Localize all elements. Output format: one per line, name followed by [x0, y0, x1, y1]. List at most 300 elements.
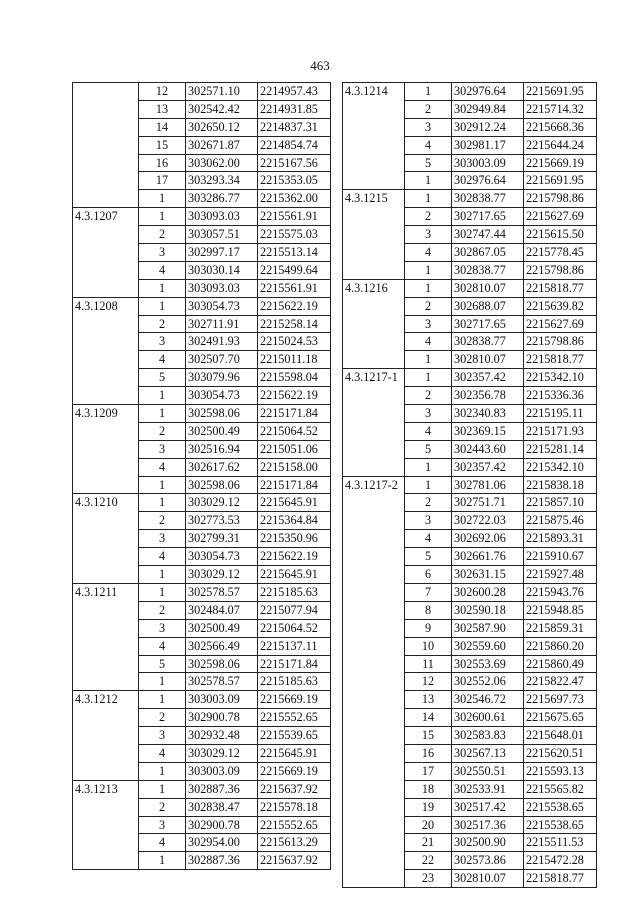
- table-row: [343, 583, 597, 601]
- x-coordinate-cell: 302976.64: [452, 172, 524, 190]
- parcel-id-cell: [343, 655, 405, 673]
- parcel-id-cell: [73, 440, 139, 458]
- x-coordinate-cell: 302867.05: [452, 244, 524, 262]
- table-row: [73, 172, 331, 190]
- point-number-cell: 3: [139, 727, 186, 745]
- point-number-cell: 13: [139, 100, 186, 118]
- table-row: [73, 834, 331, 852]
- y-coordinate-cell: 2215798.86: [524, 261, 597, 279]
- parcel-id-cell: [343, 494, 405, 512]
- point-number-cell: 4: [405, 333, 452, 351]
- x-coordinate-cell: 303054.73: [186, 387, 258, 405]
- y-coordinate-cell: 2214854.74: [258, 136, 331, 154]
- point-number-cell: 2: [405, 387, 452, 405]
- point-number-cell: 4: [139, 834, 186, 852]
- y-coordinate-cell: 2215622.19: [258, 548, 331, 566]
- point-number-cell: 15: [139, 136, 186, 154]
- parcel-id-cell: [343, 226, 405, 244]
- table-row: [73, 458, 331, 476]
- parcel-id-cell: 4.3.1211: [73, 583, 139, 601]
- x-coordinate-cell: 302600.28: [452, 583, 524, 601]
- parcel-id-cell: [343, 315, 405, 333]
- parcel-id-cell: [343, 852, 405, 870]
- table-row: [343, 494, 597, 512]
- x-coordinate-cell: 302590.18: [452, 601, 524, 619]
- parcel-id-cell: [73, 172, 139, 190]
- x-coordinate-cell: 302838.47: [186, 798, 258, 816]
- y-coordinate-cell: 2215615.50: [524, 226, 597, 244]
- table-row: [73, 261, 331, 279]
- point-number-cell: 1: [139, 405, 186, 423]
- table-row: [73, 440, 331, 458]
- x-coordinate-cell: 302598.06: [186, 476, 258, 494]
- parcel-id-cell: [343, 816, 405, 834]
- y-coordinate-cell: 2215875.46: [524, 512, 597, 530]
- point-number-cell: 2: [405, 494, 452, 512]
- y-coordinate-cell: 2215818.77: [524, 279, 597, 297]
- point-number-cell: 15: [405, 727, 452, 745]
- point-number-cell: 21: [405, 834, 452, 852]
- point-number-cell: 5: [139, 369, 186, 387]
- y-coordinate-cell: 2215859.31: [524, 619, 597, 637]
- point-number-cell: 17: [139, 172, 186, 190]
- table-row: [343, 852, 597, 870]
- table-row: [73, 351, 331, 369]
- table-row: [343, 83, 597, 101]
- table-row: [73, 762, 331, 780]
- point-number-cell: 4: [405, 422, 452, 440]
- parcel-id-cell: [73, 136, 139, 154]
- parcel-id-cell: [343, 387, 405, 405]
- point-number-cell: 1: [139, 673, 186, 691]
- point-number-cell: 4: [139, 351, 186, 369]
- x-coordinate-cell: 302717.65: [452, 208, 524, 226]
- x-coordinate-cell: 302810.07: [452, 279, 524, 297]
- page-number: 463: [310, 58, 330, 73]
- x-coordinate-cell: 303062.00: [186, 154, 258, 172]
- x-coordinate-cell: 302553.69: [452, 655, 524, 673]
- table-row: [73, 494, 331, 512]
- parcel-id-cell: [73, 655, 139, 673]
- y-coordinate-cell: 2215539.65: [258, 727, 331, 745]
- y-coordinate-cell: 2215857.10: [524, 494, 597, 512]
- x-coordinate-cell: 303293.34: [186, 172, 258, 190]
- parcel-id-cell: [343, 136, 405, 154]
- parcel-id-cell: 4.3.1215: [343, 190, 405, 208]
- point-number-cell: 1: [405, 261, 452, 279]
- y-coordinate-cell: 2215336.36: [524, 387, 597, 405]
- x-coordinate-cell: 303093.03: [186, 208, 258, 226]
- parcel-id-cell: [73, 852, 139, 870]
- table-row: [73, 637, 331, 655]
- point-number-cell: 3: [405, 315, 452, 333]
- parcel-id-cell: [73, 261, 139, 279]
- table-row: [343, 422, 597, 440]
- parcel-id-cell: [73, 548, 139, 566]
- point-number-cell: 3: [405, 405, 452, 423]
- parcel-id-cell: [73, 118, 139, 136]
- x-coordinate-cell: 303029.12: [186, 494, 258, 512]
- x-coordinate-cell: 302650.12: [186, 118, 258, 136]
- parcel-id-cell: [343, 530, 405, 548]
- x-coordinate-cell: 302997.17: [186, 244, 258, 262]
- x-coordinate-cell: 302781.06: [452, 476, 524, 494]
- y-coordinate-cell: 2215024.53: [258, 333, 331, 351]
- table-row: [343, 369, 597, 387]
- y-coordinate-cell: 2215668.36: [524, 118, 597, 136]
- point-number-cell: 1: [405, 369, 452, 387]
- point-number-cell: 16: [139, 154, 186, 172]
- y-coordinate-cell: 2215511.53: [524, 834, 597, 852]
- x-coordinate-cell: 302631.15: [452, 566, 524, 584]
- table-row: [73, 190, 331, 208]
- parcel-id-cell: [343, 834, 405, 852]
- y-coordinate-cell: 2214837.31: [258, 118, 331, 136]
- parcel-id-cell: [73, 100, 139, 118]
- x-coordinate-cell: 302981.17: [452, 136, 524, 154]
- parcel-id-cell: 4.3.1213: [73, 780, 139, 798]
- x-coordinate-cell: 303057.51: [186, 226, 258, 244]
- y-coordinate-cell: 2215137.11: [258, 637, 331, 655]
- parcel-id-cell: [73, 476, 139, 494]
- y-coordinate-cell: 2215927.48: [524, 566, 597, 584]
- table-row: [73, 208, 331, 226]
- parcel-id-cell: [343, 208, 405, 226]
- x-coordinate-cell: 302550.51: [452, 762, 524, 780]
- point-number-cell: 5: [405, 440, 452, 458]
- y-coordinate-cell: 2215472.28: [524, 852, 597, 870]
- table-row: [73, 422, 331, 440]
- x-coordinate-cell: 302578.57: [186, 583, 258, 601]
- y-coordinate-cell: 2215171.93: [524, 422, 597, 440]
- table-row: [73, 154, 331, 172]
- point-number-cell: 4: [139, 548, 186, 566]
- x-coordinate-cell: 303093.03: [186, 279, 258, 297]
- table-row: [73, 369, 331, 387]
- parcel-id-cell: [343, 440, 405, 458]
- table-row: [343, 744, 597, 762]
- y-coordinate-cell: 2215364.84: [258, 512, 331, 530]
- x-coordinate-cell: 302340.83: [452, 405, 524, 423]
- parcel-id-cell: [73, 190, 139, 208]
- x-coordinate-cell: 302598.06: [186, 405, 258, 423]
- y-coordinate-cell: 2215860.20: [524, 637, 597, 655]
- x-coordinate-cell: 303054.73: [186, 548, 258, 566]
- point-number-cell: 10: [405, 637, 452, 655]
- x-coordinate-cell: 303003.09: [452, 154, 524, 172]
- parcel-id-cell: [73, 816, 139, 834]
- table-row: [73, 780, 331, 798]
- parcel-id-cell: [343, 691, 405, 709]
- point-number-cell: 1: [139, 566, 186, 584]
- point-number-cell: 12: [139, 83, 186, 101]
- table-row: [343, 154, 597, 172]
- table-row: [73, 315, 331, 333]
- x-coordinate-cell: 302949.84: [452, 100, 524, 118]
- x-coordinate-cell: 302954.00: [186, 834, 258, 852]
- table-row: [73, 816, 331, 834]
- point-number-cell: 3: [139, 244, 186, 262]
- parcel-id-cell: [343, 172, 405, 190]
- y-coordinate-cell: 2215818.77: [524, 870, 597, 888]
- table-row: [343, 655, 597, 673]
- point-number-cell: 1: [405, 279, 452, 297]
- x-coordinate-cell: 302717.65: [452, 315, 524, 333]
- x-coordinate-cell: 302356.78: [452, 387, 524, 405]
- parcel-id-cell: [343, 601, 405, 619]
- x-coordinate-cell: 302516.94: [186, 440, 258, 458]
- point-number-cell: 7: [405, 583, 452, 601]
- parcel-id-cell: 4.3.1210: [73, 494, 139, 512]
- table-row: [73, 691, 331, 709]
- parcel-id-cell: 4.3.1216: [343, 279, 405, 297]
- table-row: [73, 226, 331, 244]
- y-coordinate-cell: 2215051.06: [258, 440, 331, 458]
- y-coordinate-cell: 2215158.00: [258, 458, 331, 476]
- parcel-id-cell: [343, 673, 405, 691]
- y-coordinate-cell: 2215561.91: [258, 208, 331, 226]
- parcel-id-cell: [73, 637, 139, 655]
- y-coordinate-cell: 2215185.63: [258, 673, 331, 691]
- y-coordinate-cell: 2215499.64: [258, 261, 331, 279]
- parcel-id-cell: [73, 727, 139, 745]
- x-coordinate-cell: 302598.06: [186, 655, 258, 673]
- x-coordinate-cell: 302810.07: [452, 351, 524, 369]
- y-coordinate-cell: 2215697.73: [524, 691, 597, 709]
- parcel-id-cell: [343, 583, 405, 601]
- point-number-cell: 2: [139, 709, 186, 727]
- table-row: [73, 387, 331, 405]
- y-coordinate-cell: 2215565.82: [524, 780, 597, 798]
- y-coordinate-cell: 2215778.45: [524, 244, 597, 262]
- parcel-id-cell: [73, 154, 139, 172]
- x-coordinate-cell: 302542.42: [186, 100, 258, 118]
- y-coordinate-cell: 2215637.92: [258, 780, 331, 798]
- x-coordinate-cell: 302671.87: [186, 136, 258, 154]
- point-number-cell: 1: [139, 387, 186, 405]
- y-coordinate-cell: 2215171.84: [258, 655, 331, 673]
- parcel-id-cell: [343, 351, 405, 369]
- y-coordinate-cell: 2215948.85: [524, 601, 597, 619]
- parcel-id-cell: [73, 83, 139, 101]
- y-coordinate-cell: 2215342.10: [524, 458, 597, 476]
- y-coordinate-cell: 2215281.14: [524, 440, 597, 458]
- point-number-cell: 2: [139, 512, 186, 530]
- point-number-cell: 8: [405, 601, 452, 619]
- y-coordinate-cell: 2215648.01: [524, 727, 597, 745]
- point-number-cell: 1: [139, 583, 186, 601]
- parcel-id-cell: [73, 369, 139, 387]
- y-coordinate-cell: 2215691.95: [524, 172, 597, 190]
- parcel-id-cell: 4.3.1217-1: [343, 369, 405, 387]
- x-coordinate-cell: 302552.06: [452, 673, 524, 691]
- point-number-cell: 4: [139, 637, 186, 655]
- y-coordinate-cell: 2215538.65: [524, 816, 597, 834]
- table-row: [343, 709, 597, 727]
- parcel-id-cell: [73, 566, 139, 584]
- parcel-id-cell: [73, 673, 139, 691]
- table-row: [73, 100, 331, 118]
- parcel-id-cell: [343, 100, 405, 118]
- point-number-cell: 20: [405, 816, 452, 834]
- point-number-cell: 14: [139, 118, 186, 136]
- x-coordinate-cell: 302810.07: [452, 870, 524, 888]
- parcel-id-cell: [73, 834, 139, 852]
- parcel-id-cell: [343, 709, 405, 727]
- y-coordinate-cell: 2215353.05: [258, 172, 331, 190]
- x-coordinate-cell: 302932.48: [186, 727, 258, 745]
- table-row: [343, 673, 597, 691]
- table-row: [343, 297, 597, 315]
- table-row: [73, 709, 331, 727]
- point-number-cell: 1: [405, 351, 452, 369]
- table-row: [343, 244, 597, 262]
- x-coordinate-cell: 302751.71: [452, 494, 524, 512]
- y-coordinate-cell: 2215798.86: [524, 333, 597, 351]
- parcel-id-cell: [73, 244, 139, 262]
- y-coordinate-cell: 2215575.03: [258, 226, 331, 244]
- y-coordinate-cell: 2215552.65: [258, 816, 331, 834]
- x-coordinate-cell: 302517.42: [452, 798, 524, 816]
- point-number-cell: 3: [139, 333, 186, 351]
- x-coordinate-cell: 302887.36: [186, 780, 258, 798]
- table-row: [343, 476, 597, 494]
- table-row: [73, 333, 331, 351]
- y-coordinate-cell: 2215644.24: [524, 136, 597, 154]
- point-number-cell: 19: [405, 798, 452, 816]
- point-number-cell: 9: [405, 619, 452, 637]
- parcel-id-cell: [73, 226, 139, 244]
- table-row: [73, 655, 331, 673]
- y-coordinate-cell: 2215714.32: [524, 100, 597, 118]
- parcel-id-cell: [343, 619, 405, 637]
- point-number-cell: 5: [405, 154, 452, 172]
- table-row: [343, 118, 597, 136]
- parcel-id-cell: [343, 244, 405, 262]
- y-coordinate-cell: 2215077.94: [258, 601, 331, 619]
- y-coordinate-cell: 2215943.76: [524, 583, 597, 601]
- parcel-id-cell: 4.3.1214: [343, 83, 405, 101]
- x-coordinate-cell: 302617.62: [186, 458, 258, 476]
- y-coordinate-cell: 2215637.92: [258, 852, 331, 870]
- parcel-id-cell: [73, 333, 139, 351]
- table-row: [73, 530, 331, 548]
- x-coordinate-cell: 302546.72: [452, 691, 524, 709]
- parcel-id-cell: [343, 512, 405, 530]
- point-number-cell: 2: [139, 798, 186, 816]
- parcel-id-cell: [343, 154, 405, 172]
- y-coordinate-cell: 2215171.84: [258, 405, 331, 423]
- x-coordinate-cell: 303030.14: [186, 261, 258, 279]
- table-row: [343, 387, 597, 405]
- parcel-id-cell: [73, 387, 139, 405]
- table-row: [73, 744, 331, 762]
- table-row: [343, 333, 597, 351]
- y-coordinate-cell: 2215838.18: [524, 476, 597, 494]
- table-row: [73, 727, 331, 745]
- x-coordinate-cell: 302500.49: [186, 422, 258, 440]
- y-coordinate-cell: 2215513.14: [258, 244, 331, 262]
- y-coordinate-cell: 2215645.91: [258, 744, 331, 762]
- y-coordinate-cell: 2215185.63: [258, 583, 331, 601]
- parcel-id-cell: [73, 762, 139, 780]
- y-coordinate-cell: 2215598.04: [258, 369, 331, 387]
- table-row: [343, 458, 597, 476]
- parcel-id-cell: [73, 709, 139, 727]
- coordinates-table-right-body: [343, 83, 597, 888]
- point-number-cell: 1: [139, 762, 186, 780]
- parcel-id-cell: [343, 762, 405, 780]
- point-number-cell: 3: [139, 440, 186, 458]
- y-coordinate-cell: 2215627.69: [524, 208, 597, 226]
- point-number-cell: 4: [405, 530, 452, 548]
- y-coordinate-cell: 2215860.49: [524, 655, 597, 673]
- x-coordinate-cell: 303003.09: [186, 762, 258, 780]
- table-row: [343, 870, 597, 888]
- parcel-id-cell: [343, 297, 405, 315]
- x-coordinate-cell: 302722.03: [452, 512, 524, 530]
- x-coordinate-cell: 302747.44: [452, 226, 524, 244]
- x-coordinate-cell: 303003.09: [186, 691, 258, 709]
- table-row: [343, 637, 597, 655]
- x-coordinate-cell: 303029.12: [186, 566, 258, 584]
- parcel-id-cell: [343, 333, 405, 351]
- parcel-id-cell: 4.3.1212: [73, 691, 139, 709]
- table-row: [343, 798, 597, 816]
- parcel-id-cell: 4.3.1209: [73, 405, 139, 423]
- point-number-cell: 1: [139, 208, 186, 226]
- y-coordinate-cell: 2215167.56: [258, 154, 331, 172]
- table-row: [73, 601, 331, 619]
- table-row: [73, 244, 331, 262]
- x-coordinate-cell: 302491.93: [186, 333, 258, 351]
- point-number-cell: 3: [405, 226, 452, 244]
- y-coordinate-cell: 2215622.19: [258, 387, 331, 405]
- parcel-id-cell: [343, 405, 405, 423]
- table-row: [73, 673, 331, 691]
- y-coordinate-cell: 2215350.96: [258, 530, 331, 548]
- table-row: [73, 476, 331, 494]
- point-number-cell: 23: [405, 870, 452, 888]
- table-row: [73, 297, 331, 315]
- y-coordinate-cell: 2215645.91: [258, 494, 331, 512]
- point-number-cell: 3: [139, 816, 186, 834]
- x-coordinate-cell: 302900.78: [186, 816, 258, 834]
- point-number-cell: 1: [139, 780, 186, 798]
- y-coordinate-cell: 2215578.18: [258, 798, 331, 816]
- y-coordinate-cell: 2215645.91: [258, 566, 331, 584]
- parcel-id-cell: [73, 512, 139, 530]
- y-coordinate-cell: 2215669.19: [524, 154, 597, 172]
- point-number-cell: 5: [139, 655, 186, 673]
- x-coordinate-cell: 302587.90: [452, 619, 524, 637]
- y-coordinate-cell: 2215593.13: [524, 762, 597, 780]
- table-row: [343, 691, 597, 709]
- x-coordinate-cell: 302912.24: [452, 118, 524, 136]
- table-row: [343, 190, 597, 208]
- x-coordinate-cell: 303286.77: [186, 190, 258, 208]
- parcel-id-cell: [73, 315, 139, 333]
- x-coordinate-cell: 302443.60: [452, 440, 524, 458]
- point-number-cell: 4: [405, 244, 452, 262]
- x-coordinate-cell: 302484.07: [186, 601, 258, 619]
- table-row: [73, 405, 331, 423]
- x-coordinate-cell: 302533.91: [452, 780, 524, 798]
- x-coordinate-cell: 302567.13: [452, 744, 524, 762]
- point-number-cell: 1: [405, 172, 452, 190]
- y-coordinate-cell: 2215362.00: [258, 190, 331, 208]
- table-row: [343, 619, 597, 637]
